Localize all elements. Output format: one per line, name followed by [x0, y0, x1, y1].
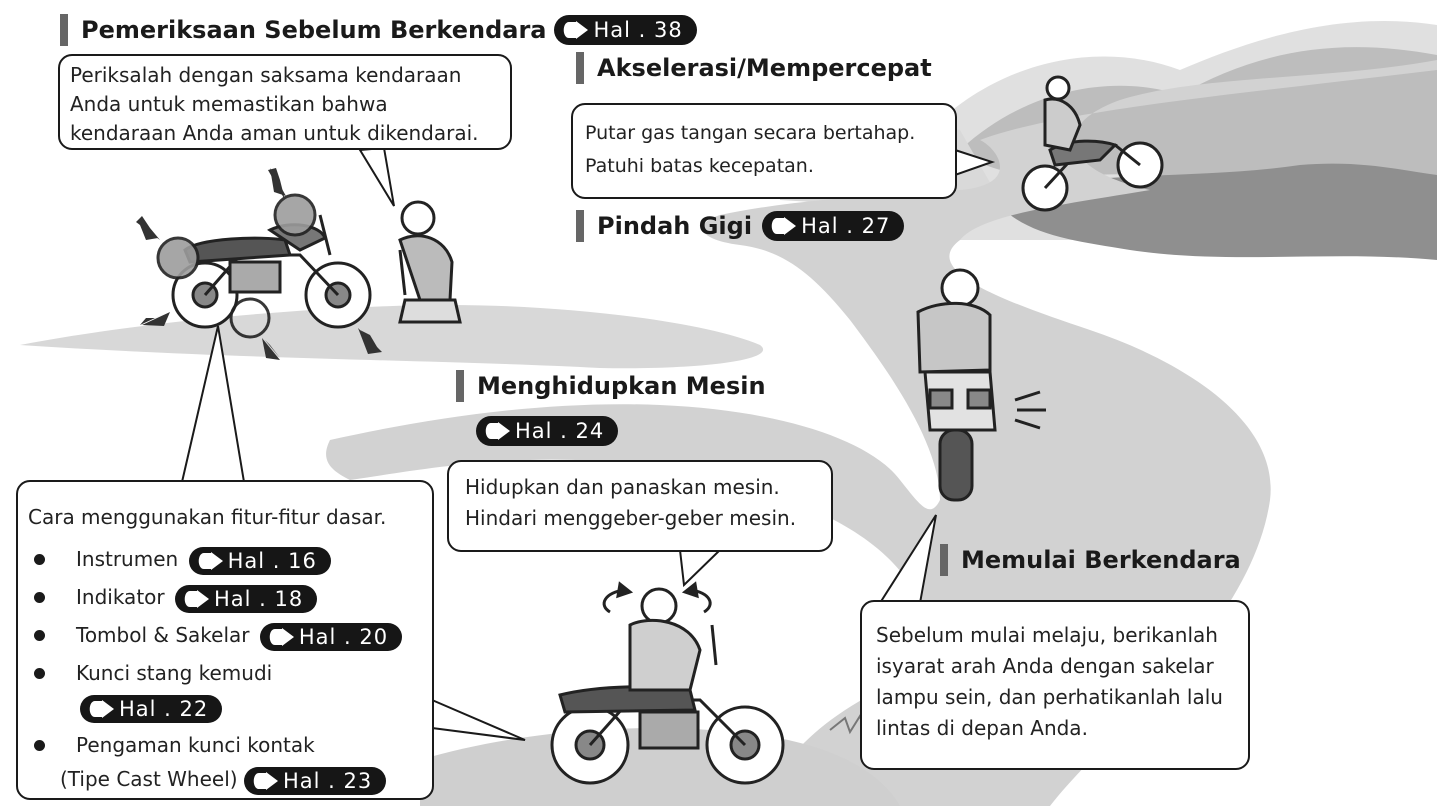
- page-ref-18[interactable]: [175, 585, 317, 613]
- accelerate-line-1: Putar gas tangan secara bertahap.: [585, 122, 916, 144]
- pre-ride-text: Periksalah dengan saksama kendaraan Anda untuk memastikan bahwa kendaraan Anda aman untuk dikendarai.: [70, 63, 479, 145]
- bubble-start-engine: [447, 460, 833, 552]
- page-ref-label: Hal . 23: [282, 768, 373, 793]
- page-ref-16[interactable]: [189, 547, 331, 575]
- feature-label: Instrumen: [76, 547, 179, 571]
- feature-item-kunci-stang: [28, 656, 422, 724]
- feature-label: Indikator: [76, 585, 165, 609]
- feature-label: Pengaman kunci kontak: [76, 733, 315, 757]
- right-arrow-icon: [266, 627, 296, 647]
- bubble-pre-ride: [58, 54, 512, 150]
- feature-item-pengaman: [28, 728, 422, 762]
- page-ref-27-label: Hal . 27: [801, 214, 891, 238]
- heading-gear-title: Pindah Gigi: [597, 212, 753, 240]
- basics-intro: Cara menggunakan fitur-fitur dasar.: [28, 505, 387, 529]
- page-ref-label: Hal . 16: [227, 548, 317, 573]
- bullet-icon: [34, 630, 45, 641]
- bubble-start-riding: [860, 600, 1250, 770]
- feature-item-indikator: [28, 580, 422, 614]
- engine-line-2: Hindari menggeber-geber mesin.: [465, 506, 797, 530]
- bullet-icon: [34, 554, 45, 565]
- right-arrow-icon: [181, 589, 211, 609]
- page-ref-22[interactable]: [80, 695, 222, 723]
- accelerate-line-2: Patuhi batas kecepatan.: [585, 155, 814, 177]
- bubble-basics: [16, 480, 434, 800]
- page-ref-23[interactable]: [244, 767, 386, 795]
- heading-pre-ride-title: Pemeriksaan Sebelum Berkendara: [81, 16, 547, 44]
- start-riding-text: Sebelum mulai melaju, berikanlah isyarat arah Anda dengan sakelar lampu sein, dan perhatikanlah lalu lintas di depan Anda.: [876, 623, 1223, 740]
- tail-start-riding: [880, 515, 936, 603]
- page-ref-24-label: Hal . 24: [515, 419, 605, 443]
- right-arrow-icon: [195, 551, 225, 571]
- right-arrow-icon: [250, 771, 280, 791]
- page-ref-label: Hal . 18: [213, 586, 304, 611]
- engine-line-1: Hidupkan dan panaskan mesin.: [465, 475, 780, 499]
- tail-accelerate: [955, 150, 992, 175]
- bullet-icon: [34, 668, 45, 679]
- feature-item-instrumen: [28, 542, 422, 576]
- feature-label: Kunci stang kemudi: [76, 661, 273, 685]
- feature-label: Tombol & Sakelar: [76, 623, 250, 647]
- page-ref-20[interactable]: [260, 623, 402, 651]
- tail-basics-bottom: [432, 700, 525, 740]
- bullet-icon: [34, 740, 45, 751]
- tail-engine: [680, 550, 720, 585]
- bullet-icon: [34, 592, 45, 603]
- page-ref-38-label: Hal . 38: [593, 18, 683, 42]
- page-ref-label: Hal . 20: [298, 624, 389, 649]
- heading-start-engine-title: Menghidupkan Mesin: [477, 372, 766, 400]
- feature-list: [28, 542, 422, 762]
- tail-pre-ride: [360, 148, 394, 206]
- right-arrow-icon: [86, 699, 116, 719]
- bubble-accelerate: [571, 103, 957, 199]
- cast-wheel-note: (Tipe Cast Wheel): [60, 767, 238, 791]
- heading-accelerate-title: Akselerasi/Mempercepat: [597, 54, 932, 82]
- heading-start-riding-title: Memulai Berkendara: [961, 546, 1241, 574]
- feature-item-pengaman-note: [28, 762, 422, 796]
- feature-item-tombol: [28, 618, 422, 652]
- page-ref-label: Hal . 22: [119, 696, 209, 721]
- tail-basics: [182, 326, 244, 482]
